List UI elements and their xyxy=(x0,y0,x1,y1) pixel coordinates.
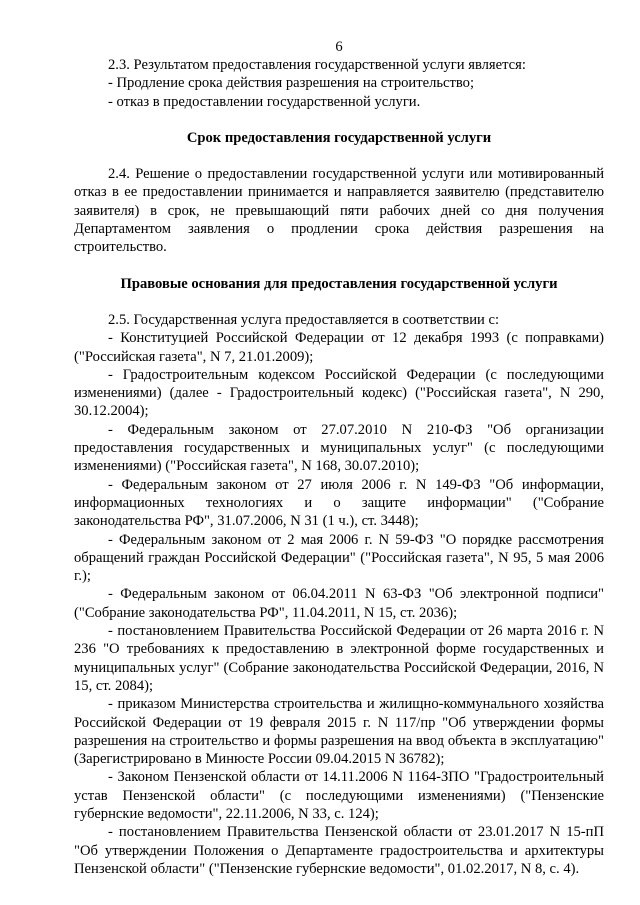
legal-item: - Федеральным законом от 2 мая 2006 г. N 59-ФЗ "О порядке рассмотрения обращений граждан Российской Федерации" ("Российская газета", N 95, 5 мая 2006 г.); xyxy=(74,531,604,585)
legal-item: - Федеральным законом от 27.07.2010 N 210-ФЗ "Об организации предоставления государственных и муниципальных услуг" (с последующими изменениями) ("Российская газета", N 168, 30.07.2010); xyxy=(74,421,604,475)
legal-item: - постановлением Правительства Российской Федерации от 26 марта 2016 г. N 236 "О требованиях к предоставлению в электронной форме государственных и муниципальных услуг" (Собрание законодательства Российской Федерации, 2016, N 15, ст. 2084); xyxy=(74,623,604,694)
section-2-3-item-1: - Продление срока действия разрешения на строительство; xyxy=(108,75,475,92)
section-2-5-intro: 2.5. Государственная услуга предоставляется в соответствии с: xyxy=(108,311,500,328)
section-2-3-item-2: - отказ в предоставлении государственной услуги. xyxy=(108,93,421,110)
legal-item: - Градостроительным кодексом Российской Федерации (с последующими изменениями) (далее - Градостроительный кодекс) ("Российская газета", N 290, 30.12.2004); xyxy=(74,366,604,420)
section-2-4: 2.4. Решение о предоставлении государственной услуги или мотивированный отказ в ее предоставлении принимается и направляется заявителю (представителю заявителя) в срок, не превышающий пяти рабочих дней со дня получения Департаментом заявления о продлении срока действия разрешения на строительство. xyxy=(74,166,604,256)
heading-legal-basis: Правовые основания для предоставления государственной услуги xyxy=(120,275,558,292)
page-number: 6 xyxy=(335,39,343,55)
section-2-3-intro: 2.3. Результатом предоставления государственной услуги является: xyxy=(108,57,526,73)
document-page xyxy=(74,38,604,878)
legal-item: - Законом Пензенской области от 14.11.2006 N 1164-ЗПО "Градостроительный устав Пензенской области" (с последующими изменениями) ("Пензенские губернские ведомости", 22.11.2006, N 33, с. 124); xyxy=(74,769,604,822)
legal-item: - постановлением Правительства Пензенской области от 23.01.2017 N 15-пП "Об утверждении Положения о Департаменте градостроительства и архитектуры Пензенской области" ("Пензенские губернские ведомости", 01.02.2017, N 8, с. 4). xyxy=(74,824,604,877)
legal-item: - Конституцией Российской Федерации от 12 декабря 1993 (с поправками) ("Российская газета", N 7, 21.01.2009); xyxy=(74,330,604,365)
legal-item: - Федеральным законом от 06.04.2011 N 63-ФЗ "Об электронной подписи" ("Собрание законодательства РФ", 11.04.2011, N 15, ст. 2036); xyxy=(74,586,604,621)
legal-item: - приказом Министерства строительства и жилищно-коммунального хозяйства Российской Федерации от 19 февраля 2015 г. N 117/пр "Об утверждении формы разрешения на строительство и формы разрешения на ввод объекта в эксплуатацию" (Зарегистрировано в Минюсте России 09.04.2015 N 36782); xyxy=(74,696,604,768)
legal-item: - Федеральным законом от 27 июля 2006 г. N 149-ФЗ "Об информации, информационных технологиях и о защите информации" ("Собрание законодательства РФ", 31.07.2006, N 31 (1 ч.), ст. 3448); xyxy=(74,476,604,530)
heading-term: Срок предоставления государственной услуги xyxy=(186,129,492,146)
